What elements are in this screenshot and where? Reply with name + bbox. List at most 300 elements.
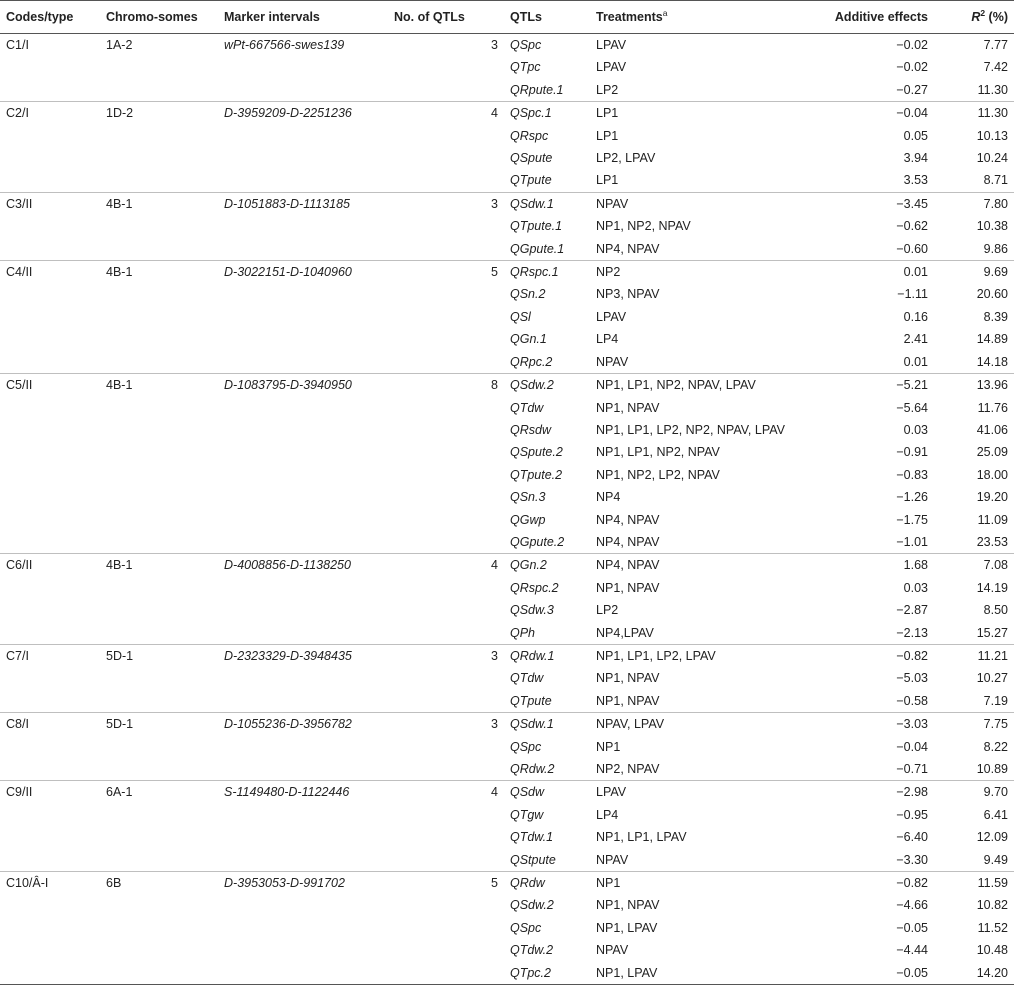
cell-chromosome: 6B bbox=[100, 872, 218, 895]
cell-qtl-count: 3 bbox=[388, 713, 504, 736]
cell-qtl-name: QRdw.2 bbox=[510, 762, 555, 776]
cell-qtl-name: QGpute.2 bbox=[510, 534, 565, 549]
cell-qtl-name: QRdw bbox=[504, 872, 590, 895]
table-row bbox=[0, 102, 1014, 125]
cell-qtl-name: QRspc.1 bbox=[504, 261, 590, 284]
cell-empty bbox=[100, 939, 218, 961]
cell-empty bbox=[0, 667, 100, 689]
cell-empty bbox=[388, 486, 504, 508]
cell-code-type: C10/Â-I bbox=[0, 872, 100, 895]
cell-qtl-name: QSpc bbox=[510, 38, 542, 52]
cell-r-squared: 11.09 bbox=[977, 512, 1008, 527]
cell-qtl-name: QSl bbox=[510, 309, 531, 324]
cell-empty bbox=[218, 690, 388, 713]
cell-code-type: C3/II bbox=[0, 192, 100, 215]
cell-chromosome: 5D-1 bbox=[100, 713, 218, 736]
table-row bbox=[0, 328, 1014, 350]
cell-empty bbox=[0, 758, 100, 781]
cell-additive-effect: −0.82 bbox=[804, 872, 934, 895]
cell-empty bbox=[100, 397, 218, 419]
cell-treatments: NP2 bbox=[590, 261, 804, 284]
cell-empty bbox=[0, 351, 100, 374]
cell-empty bbox=[100, 577, 218, 599]
r-squared-unit: (%) bbox=[985, 10, 1008, 24]
cell-r-squared: 11.30 bbox=[977, 82, 1008, 97]
cell-empty bbox=[0, 939, 100, 961]
cell-treatments: NP1, LPAV bbox=[596, 920, 658, 935]
r-squared-letter: R bbox=[971, 10, 981, 24]
cell-treatments: LP4 bbox=[596, 332, 619, 347]
cell-empty bbox=[388, 667, 504, 689]
cell-empty bbox=[218, 826, 388, 848]
cell-empty bbox=[100, 79, 218, 102]
cell-qtl-name: QGwp bbox=[510, 512, 546, 527]
table-row bbox=[0, 849, 1014, 872]
cell-r-squared: 14.89 bbox=[976, 332, 1008, 347]
cell-r-squared: 8.50 bbox=[983, 603, 1008, 618]
cell-treatments: LP2, LPAV bbox=[596, 151, 656, 166]
cell-additive-effect: −0.05 bbox=[804, 962, 934, 985]
cell-additive-effect: 0.03 bbox=[903, 422, 928, 437]
header-r-squared bbox=[934, 1, 1014, 34]
table-row bbox=[0, 125, 1014, 147]
cell-r-squared: 10.82 bbox=[976, 898, 1008, 913]
cell-empty bbox=[100, 531, 218, 554]
cell-qtl-name: QPh bbox=[510, 625, 536, 640]
cell-empty bbox=[218, 962, 388, 985]
cell-treatments: LPAV bbox=[596, 38, 627, 52]
cell-chromosome: 6A-1 bbox=[100, 781, 218, 804]
cell-additive-effect: −5.21 bbox=[804, 374, 934, 397]
cell-qtl-name: QTdw.2 bbox=[510, 943, 554, 958]
cell-additive-effect: −3.45 bbox=[804, 192, 934, 215]
cell-qtl-name: QSpc.1 bbox=[504, 102, 590, 125]
cell-additive-effect: −0.91 bbox=[896, 445, 928, 460]
cell-treatments: NPAV bbox=[590, 192, 804, 215]
header-chromosomes: Chromo-somes bbox=[100, 1, 218, 34]
cell-r-squared: 11.30 bbox=[934, 102, 1014, 125]
cell-code-type: C1/I bbox=[6, 38, 29, 52]
cell-empty bbox=[218, 758, 388, 781]
r-squared-exponent: 2 bbox=[980, 7, 986, 18]
table-row bbox=[0, 531, 1014, 554]
cell-treatments: NPAV bbox=[596, 852, 629, 867]
table-row bbox=[0, 147, 1014, 169]
cell-treatments: LP1 bbox=[596, 173, 619, 188]
table-body bbox=[0, 34, 1014, 985]
cell-chromosome: 4B-1 bbox=[100, 261, 218, 284]
cell-empty bbox=[388, 758, 504, 781]
header-marker-intervals: Marker intervals bbox=[218, 1, 388, 34]
table-row bbox=[0, 599, 1014, 621]
cell-qtl-name: QSn.3 bbox=[510, 490, 546, 505]
cell-marker-interval: D-3953053-D-991702 bbox=[218, 872, 388, 895]
cell-treatments: NP4, NPAV bbox=[596, 534, 660, 549]
cell-empty bbox=[218, 328, 388, 350]
cell-chromosome: 1A-2 bbox=[106, 38, 133, 52]
cell-empty bbox=[100, 622, 218, 645]
table-row bbox=[0, 781, 1014, 804]
cell-chromosome: 1D-2 bbox=[100, 102, 218, 125]
table-row bbox=[0, 758, 1014, 781]
cell-empty bbox=[218, 894, 388, 916]
cell-qtl-count: 5 bbox=[388, 872, 504, 895]
cell-empty bbox=[100, 509, 218, 531]
cell-qtl-count: 8 bbox=[388, 374, 504, 397]
cell-additive-effect: −1.11 bbox=[897, 287, 928, 302]
cell-treatments: NP1, LPAV bbox=[590, 962, 804, 985]
cell-qtl-name: QTpute bbox=[510, 693, 552, 708]
cell-empty bbox=[388, 351, 504, 374]
cell-r-squared: 15.27 bbox=[976, 625, 1008, 640]
cell-empty bbox=[100, 962, 218, 985]
cell-empty bbox=[218, 419, 388, 441]
table-row bbox=[0, 192, 1014, 215]
cell-qtl-name: QRpute.1 bbox=[510, 82, 564, 97]
cell-empty bbox=[388, 577, 504, 599]
cell-treatments: NP1, NPAV bbox=[596, 580, 660, 595]
cell-empty bbox=[218, 917, 388, 939]
cell-treatments: LPAV bbox=[596, 60, 627, 75]
cell-r-squared: 19.20 bbox=[976, 490, 1008, 505]
table-row bbox=[0, 644, 1014, 667]
cell-empty bbox=[388, 894, 504, 916]
cell-treatments: NP4,LPAV bbox=[596, 625, 654, 640]
cell-empty bbox=[100, 826, 218, 848]
cell-empty bbox=[0, 509, 100, 531]
cell-empty bbox=[218, 169, 388, 192]
cell-additive-effect: −1.26 bbox=[896, 490, 928, 505]
cell-empty bbox=[100, 758, 218, 781]
table-row bbox=[0, 351, 1014, 374]
cell-empty bbox=[218, 215, 388, 237]
cell-treatments: NP1, LP1, NP2, NPAV, LPAV bbox=[590, 374, 804, 397]
cell-r-squared: 8.22 bbox=[983, 739, 1008, 754]
table-row bbox=[0, 56, 1014, 78]
table-row bbox=[0, 894, 1014, 916]
cell-r-squared: 11.52 bbox=[977, 920, 1008, 935]
cell-treatments: NP1, LP1, LP2, NP2, NPAV, LPAV bbox=[596, 422, 785, 437]
table-row bbox=[0, 577, 1014, 599]
cell-qtl-name: QSdw.1 bbox=[504, 713, 590, 736]
cell-r-squared: 8.71 bbox=[983, 173, 1008, 188]
cell-empty bbox=[0, 464, 100, 486]
cell-empty bbox=[388, 509, 504, 531]
cell-qtl-count: 4 bbox=[388, 554, 504, 577]
cell-empty bbox=[388, 804, 504, 826]
cell-treatments: LP2 bbox=[596, 82, 619, 97]
cell-r-squared: 41.06 bbox=[976, 422, 1008, 437]
cell-empty bbox=[388, 147, 504, 169]
cell-treatments: LP4 bbox=[596, 807, 619, 822]
cell-qtl-count: 3 bbox=[388, 644, 504, 667]
cell-additive-effect: −0.60 bbox=[896, 241, 928, 256]
cell-marker-interval: wPt-667566-swes139 bbox=[224, 38, 345, 52]
cell-qtl-count: 5 bbox=[388, 261, 504, 284]
cell-additive-effect: −0.95 bbox=[896, 807, 928, 822]
cell-marker-interval: D-3959209-D-2251236 bbox=[218, 102, 388, 125]
cell-empty bbox=[388, 531, 504, 554]
table-row bbox=[0, 169, 1014, 192]
cell-empty bbox=[0, 849, 100, 872]
cell-treatments: NPAV, LPAV bbox=[590, 713, 804, 736]
cell-qtl-name: QTdw bbox=[510, 671, 544, 686]
table-row bbox=[0, 872, 1014, 895]
cell-r-squared: 9.69 bbox=[934, 261, 1014, 284]
table-row bbox=[0, 939, 1014, 961]
cell-treatments: NP1, LP1, LP2, LPAV bbox=[590, 644, 804, 667]
cell-additive-effect: −4.66 bbox=[896, 898, 928, 913]
cell-r-squared: 10.27 bbox=[976, 671, 1008, 686]
cell-empty bbox=[0, 147, 100, 169]
cell-empty bbox=[100, 125, 218, 147]
cell-empty bbox=[218, 599, 388, 621]
table-row bbox=[0, 826, 1014, 848]
cell-qtl-name: QSpute bbox=[510, 151, 553, 166]
cell-empty bbox=[0, 238, 100, 261]
cell-marker-interval: D-1051883-D-1113185 bbox=[218, 192, 388, 215]
cell-empty bbox=[388, 169, 504, 192]
cell-r-squared: 20.60 bbox=[976, 287, 1008, 302]
cell-additive-effect: −0.05 bbox=[896, 920, 928, 935]
cell-empty bbox=[100, 238, 218, 261]
table-row bbox=[0, 690, 1014, 713]
table-row bbox=[0, 917, 1014, 939]
cell-empty bbox=[100, 169, 218, 192]
cell-qtl-name: QSn.2 bbox=[510, 287, 546, 302]
cell-additive-effect: −0.71 bbox=[896, 762, 928, 776]
cell-empty bbox=[388, 441, 504, 463]
cell-r-squared: 10.13 bbox=[976, 128, 1008, 143]
cell-treatments: NP1, NP2, NPAV bbox=[596, 219, 691, 234]
cell-empty bbox=[100, 599, 218, 621]
cell-marker-interval: D-4008856-D-1138250 bbox=[218, 554, 388, 577]
table-row bbox=[0, 509, 1014, 531]
cell-additive-effect: −0.62 bbox=[896, 219, 928, 234]
cell-qtl-name: QTdw.1 bbox=[510, 830, 554, 845]
cell-additive-effect: −4.44 bbox=[896, 943, 928, 958]
cell-treatments: NPAV bbox=[596, 354, 629, 369]
cell-treatments: NP4, NPAV bbox=[596, 512, 660, 527]
cell-empty bbox=[218, 849, 388, 872]
cell-empty bbox=[0, 306, 100, 328]
cell-qtl-name: QSdw.2 bbox=[504, 374, 590, 397]
cell-r-squared: 7.77 bbox=[983, 38, 1008, 52]
cell-r-squared: 7.42 bbox=[983, 60, 1008, 75]
cell-additive-effect: −5.03 bbox=[896, 671, 928, 686]
cell-treatments: LP1 bbox=[590, 102, 804, 125]
cell-empty bbox=[100, 464, 218, 486]
cell-empty bbox=[218, 147, 388, 169]
cell-qtl-name: QGn.2 bbox=[504, 554, 590, 577]
table-row bbox=[0, 419, 1014, 441]
cell-qtl-count: 4 bbox=[388, 102, 504, 125]
cell-r-squared: 11.76 bbox=[977, 400, 1008, 415]
cell-additive-effect: −2.87 bbox=[896, 603, 928, 618]
cell-r-squared: 10.48 bbox=[976, 943, 1008, 958]
table-row bbox=[0, 306, 1014, 328]
cell-additive-effect: −5.64 bbox=[896, 400, 928, 415]
table-row bbox=[0, 441, 1014, 463]
cell-empty bbox=[388, 599, 504, 621]
cell-empty bbox=[0, 215, 100, 237]
cell-empty bbox=[218, 79, 388, 102]
cell-empty bbox=[388, 962, 504, 985]
cell-additive-effect: −2.13 bbox=[896, 625, 928, 640]
cell-additive-effect: 2.41 bbox=[903, 332, 928, 347]
cell-code-type: C2/I bbox=[0, 102, 100, 125]
cell-empty bbox=[100, 667, 218, 689]
cell-additive-effect: 3.53 bbox=[903, 173, 928, 188]
cell-empty bbox=[218, 125, 388, 147]
cell-empty bbox=[218, 351, 388, 374]
cell-qtl-count: 3 bbox=[491, 38, 498, 52]
cell-additive-effect: −0.27 bbox=[896, 82, 928, 97]
cell-empty bbox=[388, 690, 504, 713]
cell-r-squared: 11.21 bbox=[934, 644, 1014, 667]
cell-empty bbox=[100, 690, 218, 713]
table-row bbox=[0, 486, 1014, 508]
table-row bbox=[0, 464, 1014, 486]
cell-empty bbox=[0, 125, 100, 147]
cell-qtl-name: QStpute bbox=[510, 852, 556, 867]
cell-additive-effect: −3.30 bbox=[896, 852, 928, 867]
cell-qtl-name: QTpute bbox=[510, 173, 552, 188]
cell-empty bbox=[388, 849, 504, 872]
cell-empty bbox=[388, 826, 504, 848]
cell-empty bbox=[218, 667, 388, 689]
cell-additive-effect: −3.03 bbox=[804, 713, 934, 736]
cell-empty bbox=[388, 306, 504, 328]
cell-code-type: C4/II bbox=[0, 261, 100, 284]
cell-empty bbox=[100, 849, 218, 872]
cell-additive-effect: −1.75 bbox=[896, 512, 928, 527]
cell-empty bbox=[100, 147, 218, 169]
cell-r-squared: 9.86 bbox=[983, 241, 1008, 256]
cell-empty bbox=[218, 486, 388, 508]
cell-r-squared: 10.38 bbox=[976, 219, 1008, 234]
cell-r-squared: 7.80 bbox=[934, 192, 1014, 215]
cell-r-squared: 8.39 bbox=[983, 309, 1008, 324]
cell-treatments: LP2 bbox=[596, 603, 619, 618]
cell-empty bbox=[100, 56, 218, 78]
cell-qtl-name: QRspc.2 bbox=[510, 580, 559, 595]
cell-empty bbox=[218, 736, 388, 758]
cell-empty bbox=[218, 56, 388, 78]
cell-additive-effect: −0.58 bbox=[896, 693, 928, 708]
cell-qtl-name: QGpute.1 bbox=[510, 241, 565, 256]
cell-treatments: NP1, NPAV bbox=[596, 400, 660, 415]
cell-chromosome: 5D-1 bbox=[100, 644, 218, 667]
cell-qtl-name: QTpc.2 bbox=[504, 962, 590, 985]
cell-treatments: NP1, LP1, NP2, NPAV bbox=[596, 445, 720, 460]
cell-r-squared: 25.09 bbox=[976, 445, 1008, 460]
cell-r-squared: 9.49 bbox=[983, 852, 1008, 867]
cell-additive-effect: −0.83 bbox=[896, 467, 928, 482]
cell-empty bbox=[388, 622, 504, 645]
cell-empty bbox=[0, 531, 100, 554]
cell-treatments: NP1 bbox=[590, 872, 804, 895]
cell-code-type: C9/II bbox=[0, 781, 100, 804]
cell-empty bbox=[0, 962, 100, 985]
cell-empty bbox=[218, 509, 388, 531]
cell-empty bbox=[0, 169, 100, 192]
cell-treatments: NP1, NPAV bbox=[596, 693, 660, 708]
cell-empty bbox=[100, 283, 218, 305]
cell-treatments: NP4 bbox=[596, 490, 621, 505]
table-row bbox=[0, 34, 1014, 57]
cell-empty bbox=[100, 419, 218, 441]
cell-treatments: NP4, NPAV bbox=[590, 554, 804, 577]
cell-empty bbox=[218, 283, 388, 305]
cell-qtl-name: QRpc.2 bbox=[510, 354, 553, 369]
cell-empty bbox=[100, 486, 218, 508]
cell-empty bbox=[0, 397, 100, 419]
cell-treatments: LP1 bbox=[596, 128, 619, 143]
cell-empty bbox=[218, 238, 388, 261]
cell-additive-effect: −0.04 bbox=[804, 102, 934, 125]
cell-treatments: NP4, NPAV bbox=[596, 241, 660, 256]
cell-r-squared: 7.19 bbox=[983, 693, 1008, 708]
cell-empty bbox=[388, 397, 504, 419]
cell-empty bbox=[218, 622, 388, 645]
cell-empty bbox=[0, 736, 100, 758]
cell-empty bbox=[0, 577, 100, 599]
cell-code-type: C6/II bbox=[0, 554, 100, 577]
table-row bbox=[0, 283, 1014, 305]
cell-additive-effect: 1.68 bbox=[804, 554, 934, 577]
cell-marker-interval: D-1083795-D-3940950 bbox=[218, 374, 388, 397]
cell-qtl-name: QGn.1 bbox=[510, 332, 547, 347]
cell-empty bbox=[388, 56, 504, 78]
cell-empty bbox=[100, 894, 218, 916]
cell-marker-interval: D-3022151-D-1040960 bbox=[218, 261, 388, 284]
header-number-of-qtls: No. of QTLs bbox=[388, 1, 504, 34]
cell-treatments: NP1, LP1, LPAV bbox=[596, 830, 687, 845]
table-row bbox=[0, 261, 1014, 284]
table-row bbox=[0, 713, 1014, 736]
cell-marker-interval: S-1149480-D-1122446 bbox=[218, 781, 388, 804]
cell-additive-effect: −0.82 bbox=[804, 644, 934, 667]
cell-empty bbox=[0, 486, 100, 508]
cell-qtl-name: QSpute.2 bbox=[510, 445, 563, 460]
cell-additive-effect: −1.01 bbox=[896, 534, 928, 549]
cell-qtl-name: QTpc bbox=[510, 60, 541, 75]
header-treatments bbox=[590, 1, 804, 34]
cell-chromosome: 4B-1 bbox=[100, 192, 218, 215]
cell-r-squared: 23.53 bbox=[976, 534, 1008, 549]
cell-empty bbox=[0, 804, 100, 826]
cell-additive-effect: −0.02 bbox=[896, 60, 928, 75]
cell-qtl-count: 3 bbox=[388, 192, 504, 215]
cell-qtl-name: QSpc bbox=[510, 739, 542, 754]
table-row bbox=[0, 554, 1014, 577]
table-row bbox=[0, 397, 1014, 419]
cell-qtl-name: QSdw.2 bbox=[510, 898, 554, 913]
cell-qtl-name: QSdw.1 bbox=[504, 192, 590, 215]
cell-additive-effect: 3.94 bbox=[903, 151, 928, 166]
cell-additive-effect: −0.04 bbox=[896, 739, 928, 754]
cell-treatments: NP3, NPAV bbox=[596, 287, 660, 302]
cell-r-squared: 18.00 bbox=[976, 467, 1008, 482]
cell-additive-effect: 0.01 bbox=[903, 354, 928, 369]
cell-r-squared: 14.20 bbox=[934, 962, 1014, 985]
header-qtls: QTLs bbox=[504, 1, 590, 34]
cell-additive-effect: 0.05 bbox=[903, 128, 928, 143]
cell-additive-effect: −2.98 bbox=[804, 781, 934, 804]
cell-additive-effect: −0.02 bbox=[896, 38, 928, 52]
table-header bbox=[0, 1, 1014, 34]
